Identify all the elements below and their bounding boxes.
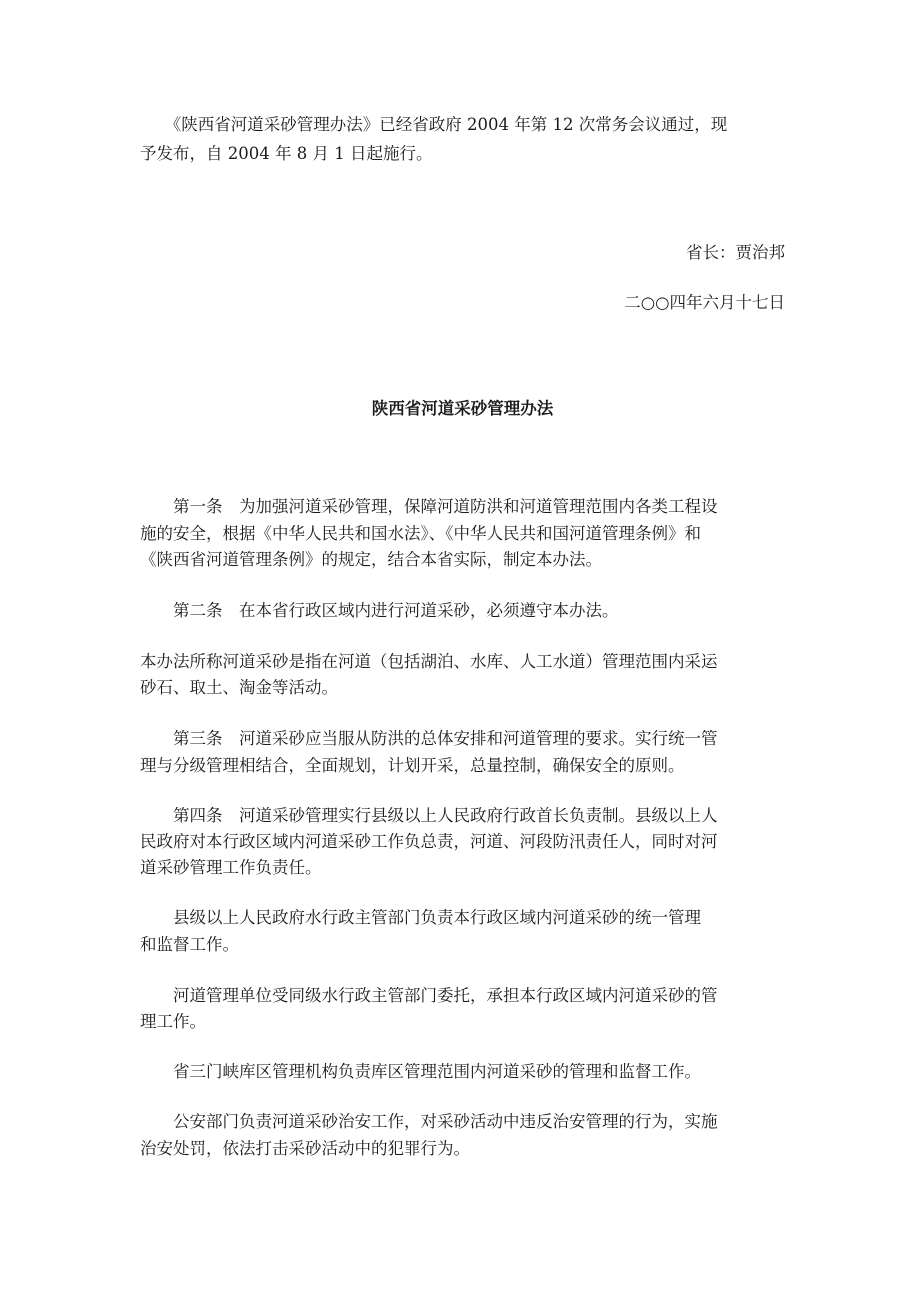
definition-line-1: 本办法所称河道采砂是指在河道（包括湖泊、水库、人工水道）管理范围内采运 [140, 652, 718, 671]
governor-signature: 省长：贾治邦 [686, 243, 785, 262]
document-title: 陕西省河道采砂管理办法 [371, 399, 554, 418]
county-paragraph-line-1: 县级以上人民政府水行政主管部门负责本行政区域内河道采砂的统一管理 [140, 908, 701, 927]
sanmenxia-paragraph-line-1: 省三门峡库区管理机构负责库区管理范围内河道采砂的管理和监督工作。 [140, 1062, 701, 1081]
river-management-line-1: 河道管理单位受同级水行政主管部门委托，承担本行政区域内河道采砂的管 [140, 986, 718, 1005]
article-4-line-2: 民政府对本行政区域内河道采砂工作负总责，河道、河段防汛责任人，同时对河 [140, 832, 718, 851]
article-1-line-3: 《陕西省河道管理条例》的规定，结合本省实际，制定本办法。 [140, 550, 602, 569]
preamble-line-2: 予发布，自 2004 年 8 月 1 日起施行。 [140, 144, 433, 163]
police-paragraph-line-2: 治安处罚，依法打击采砂活动中的犯罪行为。 [140, 1139, 470, 1158]
police-paragraph-line-1: 公安部门负责河道采砂治安工作，对采砂活动中违反治安管理的行为，实施 [140, 1112, 718, 1131]
article-2-line-1: 第二条 在本省行政区域内进行河道采砂，必须遵守本办法。 [140, 601, 619, 620]
article-1-line-1: 第一条 为加强河道采砂管理，保障河道防洪和河道管理范围内各类工程设 [140, 497, 718, 516]
article-3-line-1: 第三条 河道采砂应当服从防洪的总体安排和河道管理的要求。实行统一管 [140, 729, 718, 748]
article-3-line-2: 理与分级管理相结合，全面规划，计划开采，总量控制，确保安全的原则。 [140, 756, 685, 775]
river-management-line-2: 理工作。 [140, 1012, 206, 1031]
definition-line-2: 砂石、取土、淘金等活动。 [140, 678, 338, 697]
article-4-line-3: 道采砂管理工作负责任。 [140, 858, 322, 877]
article-4-line-1: 第四条 河道采砂管理实行县级以上人民政府行政首长负责制。县级以上人 [140, 806, 718, 825]
signature-date: 二○○四年六月十七日 [624, 293, 785, 312]
article-1-line-2: 施的安全，根据《中华人民共和国水法》、《中华人民共和国河道管理条例》和 [140, 524, 701, 543]
county-paragraph-line-2: 和监督工作。 [140, 935, 239, 954]
preamble-line-1: 《陕西省河道采砂管理办法》已经省政府 2004 年第 12 次常务会议通过，现 [140, 115, 728, 134]
